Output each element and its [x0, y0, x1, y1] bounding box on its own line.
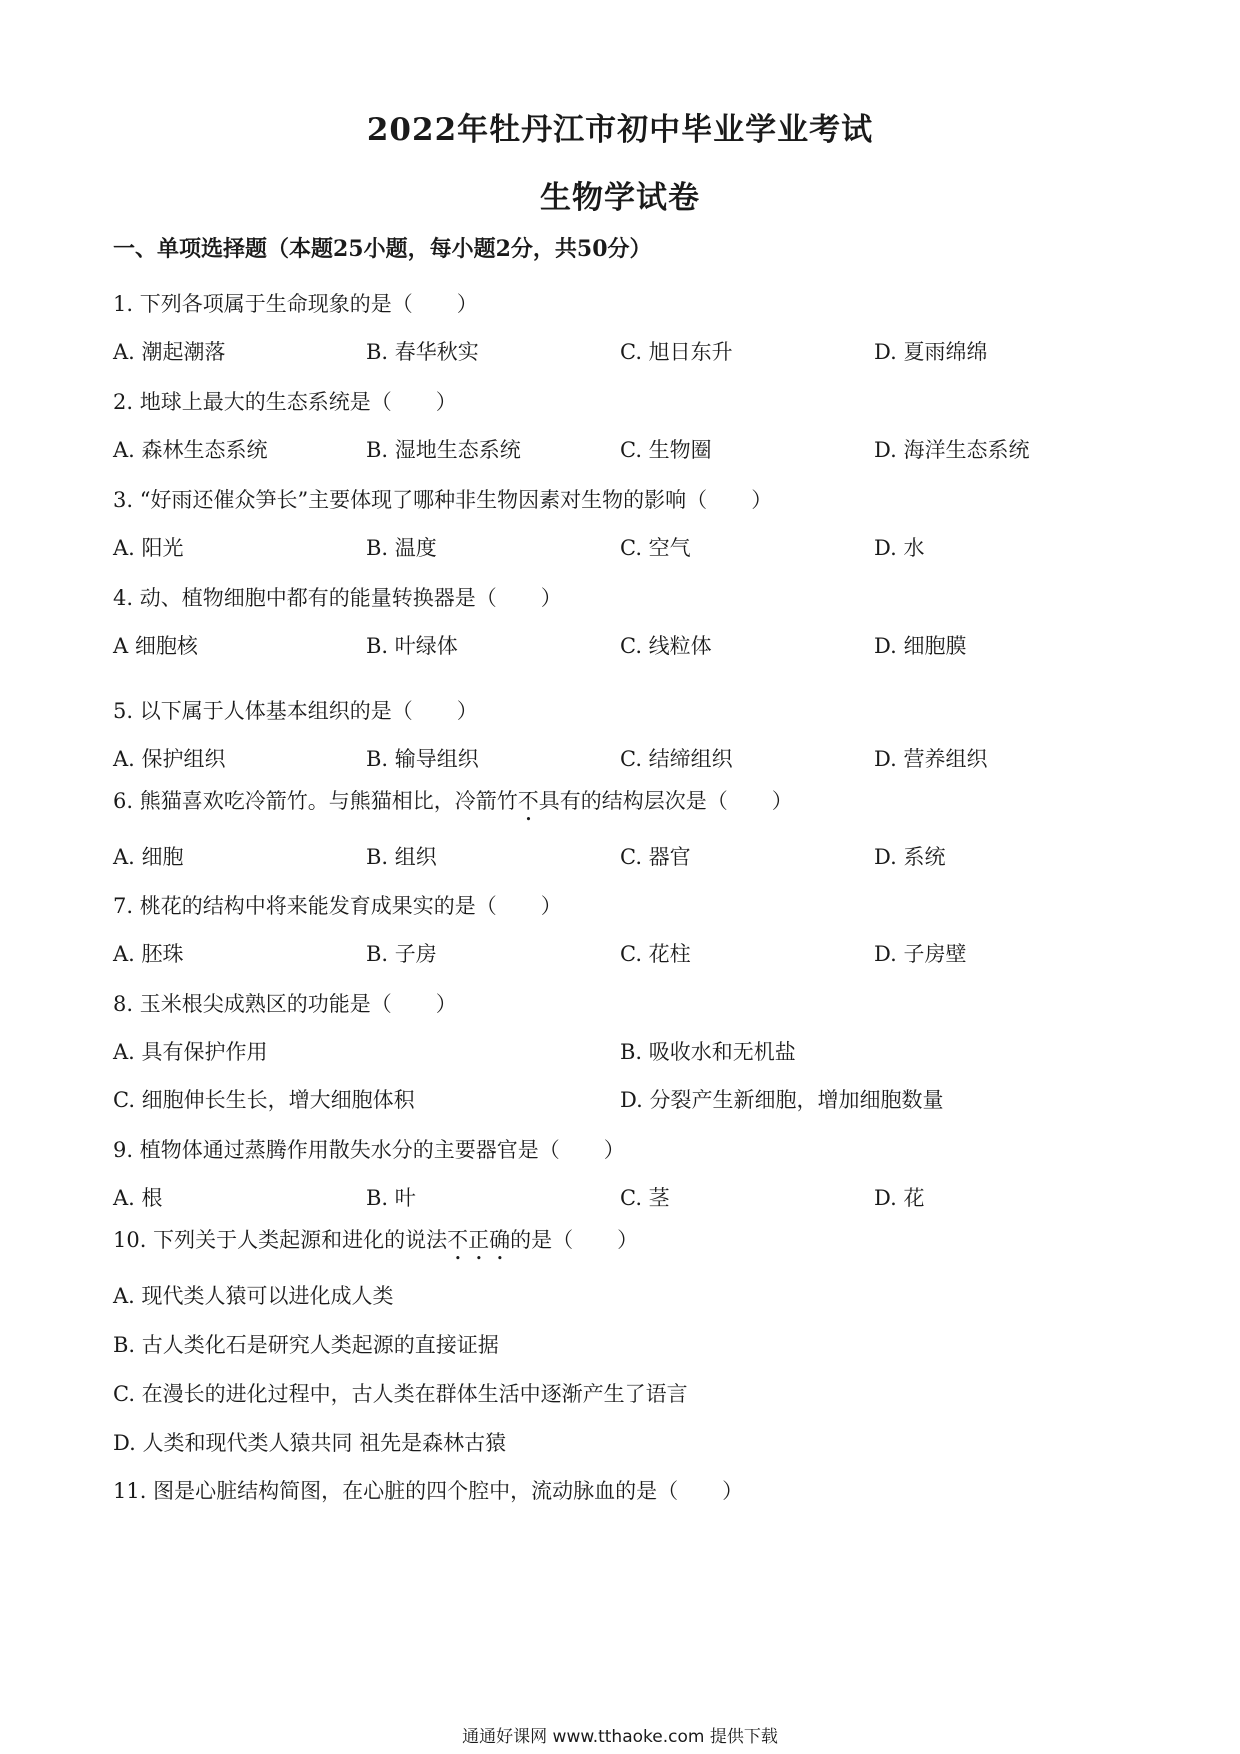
q7-option-b: B. 子房 — [366, 942, 437, 966]
q9-option-d: D. 花 — [874, 1186, 925, 1210]
q6-option-a: A. 细胞 — [113, 845, 184, 869]
question-3: 3. “好雨还催众笋长”主要体现了哪种非生物因素对生物的影响（ ） — [113, 488, 773, 512]
q2-option-a: A. 森林生态系统 — [113, 438, 268, 462]
question-7: 7. 桃花的结构中将来能发育成果实的是（ ） — [113, 894, 562, 918]
q9-option-b: B. 叶 — [366, 1186, 416, 1210]
q10-option-c: C. 在漫长的进化过程中，古人类在群体生活中逐渐产生了语言 — [113, 1382, 688, 1406]
q3-option-c: C. 空气 — [620, 536, 691, 560]
q8-option-d: D. 分裂产生新细胞，增加细胞数量 — [620, 1088, 944, 1112]
q10-option-a: A. 现代类人猿可以进化成人类 — [113, 1284, 394, 1308]
q5-option-d: D. 营养组织 — [874, 747, 988, 771]
question-1: 1. 下列各项属于生命现象的是（ ） — [113, 292, 478, 316]
q5-option-a: A. 保护组织 — [113, 747, 226, 771]
q10-option-b: B. 古人类化石是研究人类起源的直接证据 — [113, 1333, 499, 1357]
q6-option-d: D. 系统 — [874, 845, 946, 869]
q8-option-a: A. 具有保护作用 — [113, 1040, 268, 1064]
q2-option-b: B. 湿地生态系统 — [366, 438, 521, 462]
question-4: 4. 动、植物细胞中都有的能量转换器是（ ） — [113, 586, 562, 610]
q6-option-c: C. 器官 — [620, 845, 691, 869]
q4-option-b: B. 叶绿体 — [366, 634, 458, 658]
exam-title: 2022年牡丹江市初中毕业学业考试 — [366, 112, 874, 148]
q9-option-a: A. 根 — [113, 1186, 163, 1210]
question-6: 6. 熊猫喜欢吃冷箭竹。与熊猫相比，冷箭竹不具有的结构层次是（ ） — [113, 789, 793, 813]
q2-option-d: D. 海洋生态系统 — [874, 438, 1030, 462]
exam-subtitle: 生物学试卷 — [540, 180, 700, 216]
q3-option-a: A. 阳光 — [113, 536, 184, 560]
question-2: 2. 地球上最大的生态系统是（ ） — [113, 390, 457, 414]
q1-option-c: C. 旭日东升 — [620, 340, 733, 364]
page-footer: 通通好课网 www.tthaoke.com 提供下载 — [462, 1727, 778, 1747]
q4-option-c: C. 线粒体 — [620, 634, 712, 658]
q10-option-d: D. 人类和现代类人猿共同 祖先是森林古猿 — [113, 1431, 507, 1455]
q2-option-c: C. 生物圈 — [620, 438, 712, 462]
q5-option-c: C. 结缔组织 — [620, 747, 733, 771]
q9-option-c: C. 茎 — [620, 1186, 670, 1210]
question-10: 10. 下列关于人类起源和进化的说法不正确的是（ ） — [113, 1228, 639, 1252]
question-5: 5. 以下属于人体基本组织的是（ ） — [113, 699, 478, 723]
q7-option-c: C. 花柱 — [620, 942, 691, 966]
q7-option-a: A. 胚珠 — [113, 942, 184, 966]
q7-option-d: D. 子房壁 — [874, 942, 967, 966]
q1-option-a: A. 潮起潮落 — [113, 340, 226, 364]
question-9: 9. 植物体通过蒸腾作用散失水分的主要器官是（ ） — [113, 1138, 625, 1162]
question-11: 11. 图是心脏结构简图，在心脏的四个腔中，流动脉血的是（ ） — [113, 1479, 744, 1503]
q4-option-a: A 细胞核 — [113, 634, 198, 658]
q4-option-d: D. 细胞膜 — [874, 634, 967, 658]
q6-option-b: B. 组织 — [366, 845, 437, 869]
q1-option-b: B. 春华秋实 — [366, 340, 479, 364]
question-8: 8. 玉米根尖成熟区的功能是（ ） — [113, 992, 457, 1016]
q8-option-b: B. 吸收水和无机盐 — [620, 1040, 796, 1064]
q1-option-d: D. 夏雨绵绵 — [874, 340, 988, 364]
q5-option-b: B. 输导组织 — [366, 747, 479, 771]
section-heading: 一、单项选择题（本题25小题，每小题2分，共50分） — [113, 236, 652, 262]
q3-option-b: B. 温度 — [366, 536, 437, 560]
q3-option-d: D. 水 — [874, 536, 925, 560]
q8-option-c: C. 细胞伸长生长，增大细胞体积 — [113, 1088, 415, 1112]
